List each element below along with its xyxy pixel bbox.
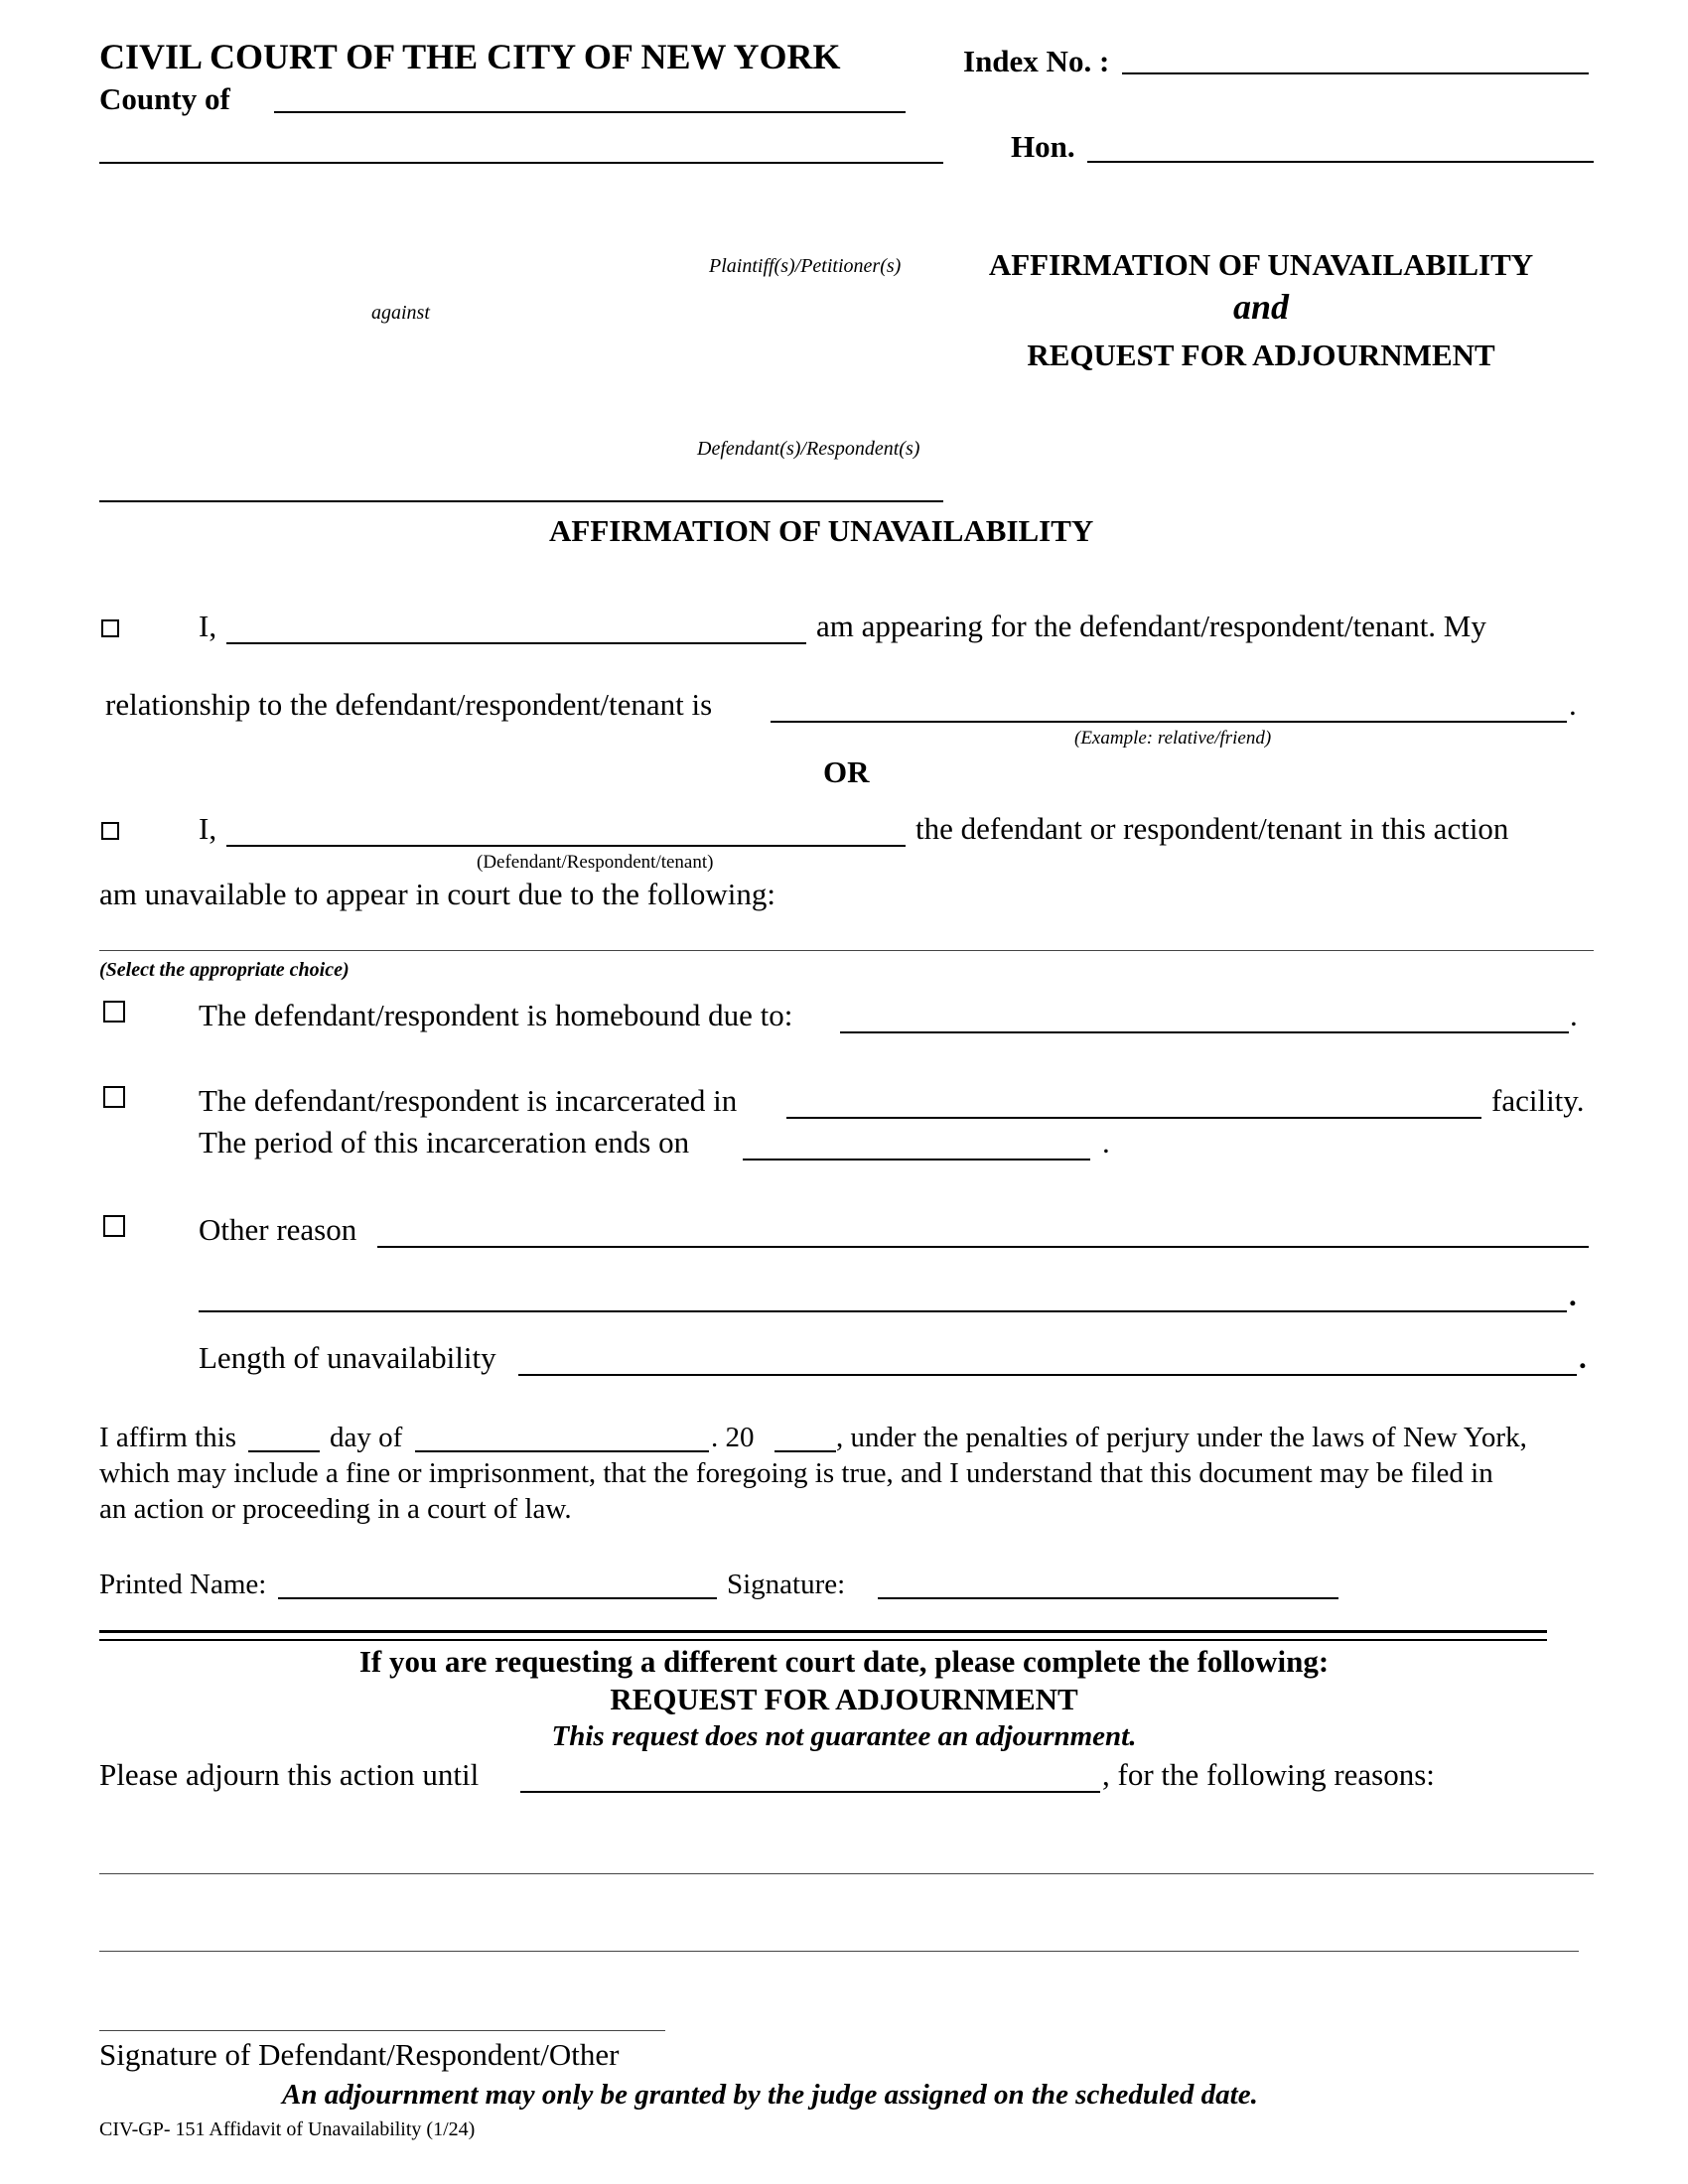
against-label: against (371, 302, 430, 324)
period-ends-field[interactable] (743, 1159, 1090, 1160)
other-reason-checkbox[interactable] (103, 1215, 125, 1237)
affirm-year-field[interactable] (774, 1450, 836, 1452)
relationship-period: . (1569, 687, 1577, 722)
period-ends-dot: . (1102, 1125, 1110, 1160)
option1-suffix: am appearing for the defendant/respondent/tenant. My (816, 609, 1486, 643)
affirm-day-field[interactable] (248, 1450, 320, 1452)
homebound-period: . (1570, 998, 1578, 1032)
homebound-field[interactable] (840, 1031, 1569, 1033)
printed-name-label: Printed Name: (99, 1569, 267, 1600)
option2-prefix: I, (199, 811, 217, 846)
plaintiff-label: Plaintiff(s)/Petitioner(s) (709, 255, 902, 277)
option1-prefix: I, (199, 609, 217, 643)
length-dot: . (1579, 1340, 1587, 1375)
relationship-hint: (Example: relative/friend) (1074, 728, 1272, 749)
double-rule-bottom (99, 1639, 1547, 1641)
adjournment-disclaimer: This request does not guarantee an adjournment. (551, 1720, 1137, 1752)
other-reason-field-2[interactable] (199, 1310, 1567, 1312)
index-number-field[interactable] (1122, 72, 1589, 74)
adjournment-intro: If you are requesting a different court date, please complete the following: (358, 1644, 1330, 1679)
other-reason-dot: . (1569, 1278, 1577, 1312)
signature-caption: Signature of Defendant/Respondent/Other (99, 2037, 620, 2072)
length-field[interactable] (518, 1374, 1577, 1376)
defendant-name-field[interactable] (226, 845, 906, 847)
county-label: County of (99, 81, 230, 116)
signature-label: Signature: (727, 1569, 846, 1600)
form-title-line1: AFFIRMATION OF UNAVAILABILITY (988, 247, 1534, 282)
form-title-and: and (1232, 287, 1290, 327)
homebound-text: The defendant/respondent is homebound due to: (199, 998, 793, 1032)
option-appearing-checkbox[interactable] (101, 619, 119, 637)
affirm-line2: which may include a fine or imprisonment, that the foregoing is true, and I understand that this document may be filed in (99, 1457, 1493, 1489)
incarcerated-text: The defendant/respondent is incarcerated in (199, 1083, 738, 1118)
adjourn-suffix: , for the following reasons: (1102, 1757, 1435, 1792)
affirm-p2: day of (330, 1422, 403, 1453)
printed-name-field[interactable] (278, 1597, 717, 1599)
select-hint: (Select the appropriate choice) (99, 959, 350, 981)
form-title-line3: REQUEST FOR ADJOURNMENT (1027, 338, 1495, 372)
unavailable-text: am unavailable to appear in court due to the following: (99, 877, 775, 911)
affirm-p4: , under the penalties of perjury under the laws of New York, (836, 1422, 1527, 1453)
adjournment-title: REQUEST FOR ADJOURNMENT (610, 1682, 1078, 1716)
other-reason-field[interactable] (377, 1246, 1589, 1248)
adjourn-date-field[interactable] (520, 1791, 1100, 1793)
affirm-line3: an action or proceeding in a court of law. (99, 1493, 572, 1525)
facility-label: facility. (1491, 1083, 1585, 1118)
section-divider (99, 950, 1594, 951)
reason-line-1[interactable] (99, 1873, 1594, 1874)
judge-name-field[interactable] (1087, 161, 1594, 163)
adjourn-prefix: Please adjourn this action until (99, 1757, 480, 1792)
affirm-p1: I affirm this (99, 1422, 236, 1453)
county-field[interactable] (274, 111, 906, 113)
relationship-field[interactable] (771, 721, 1567, 723)
caption-top-line[interactable] (99, 162, 943, 164)
court-name: CIVIL COURT OF THE CITY OF NEW YORK (99, 37, 841, 76)
homebound-checkbox[interactable] (103, 1001, 125, 1023)
affirm-p3: . 20 (711, 1422, 755, 1453)
affirm-month-field[interactable] (415, 1450, 709, 1452)
reason-line-2[interactable] (99, 1951, 1579, 1952)
option2-suffix: the defendant or respondent/tenant in this action (915, 811, 1509, 846)
period-ends-text: The period of this incarceration ends on (199, 1125, 690, 1160)
defendant-signature-field[interactable] (99, 2030, 665, 2031)
double-rule-top (99, 1630, 1547, 1633)
other-reason-text: Other reason (199, 1212, 357, 1247)
defendant-label: Defendant(s)/Respondent(s) (697, 438, 920, 460)
form-id: CIV-GP- 151 Affidavit of Unavailability (1/24) (99, 2118, 476, 2140)
appearing-name-field[interactable] (226, 642, 806, 644)
option2-hint: (Defendant/Respondent/tenant) (477, 852, 714, 873)
affirmation-heading: AFFIRMATION OF UNAVAILABILITY (549, 513, 1094, 548)
or-label: OR (823, 754, 870, 789)
incarcerated-checkbox[interactable] (103, 1086, 125, 1108)
judge-label: Hon. (1011, 129, 1075, 164)
caption-bottom-line[interactable] (99, 500, 943, 502)
facility-field[interactable] (786, 1117, 1481, 1119)
relationship-text: relationship to the defendant/respondent/tenant is (105, 687, 713, 722)
option-defendant-checkbox[interactable] (101, 822, 119, 840)
length-text: Length of unavailability (199, 1340, 496, 1375)
signature-field[interactable] (878, 1597, 1338, 1599)
index-label: Index No. : (963, 44, 1110, 78)
judge-note: An adjournment may only be granted by the judge assigned on the scheduled date. (282, 2079, 1258, 2111)
